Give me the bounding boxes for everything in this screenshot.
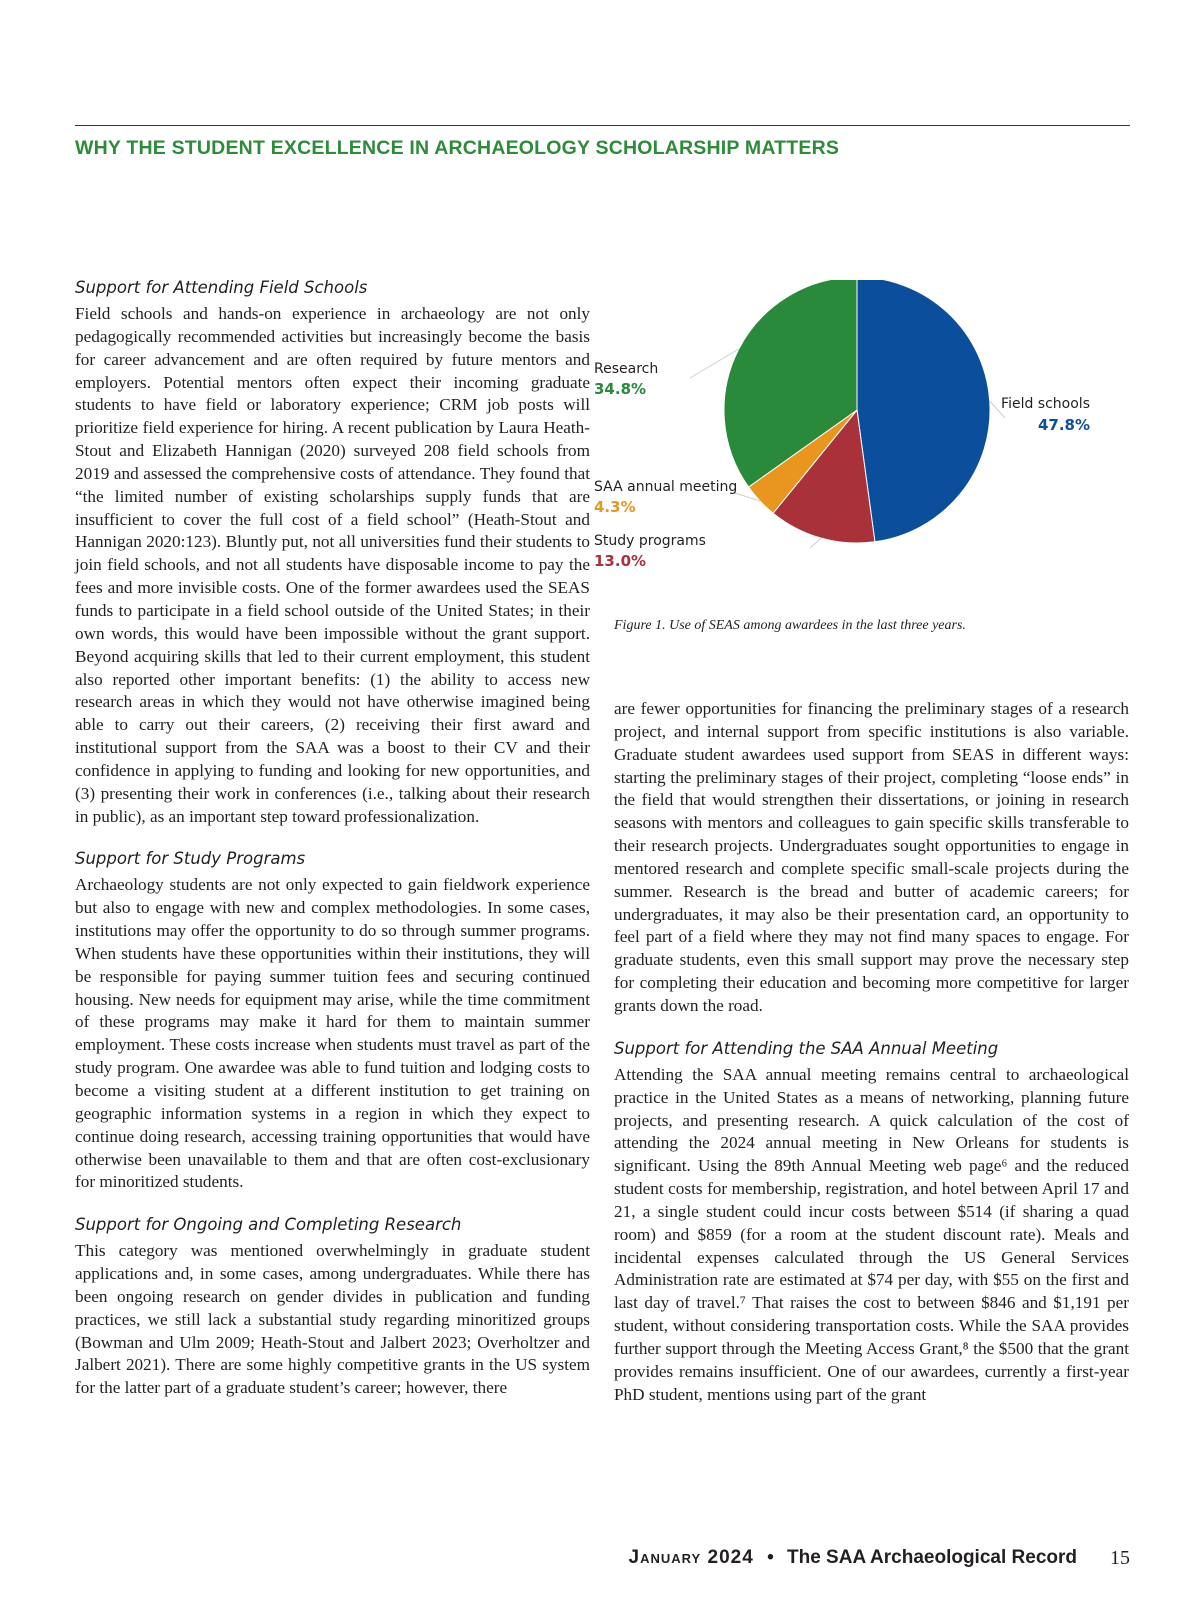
paragraph-study-programs: Archaeology students are not only expected to gain fieldwork experience but also to engage with new and complex methodologies. In some cases, institutions may offer the opportunity to do so through summer programs. When students have these opportunities within their institutions, they will be responsible for paying summer tuition fees and securing continued housing. New needs for equipment may arise, while the time commitment of these programs may make it hard for them to maintain summer employment. These costs increase when students must travel as part of the study program. One awardee was able to fund tuition and lodging costs to become a visiting student at a different institution to get training on geographic information systems in a region in which they expect to continue doing research, accessing training opportunities that would have otherwise been unavailable to them and that are often cost-exclusionary for minoritized students. <box>75 875 590 1192</box>
value-field-schools: 47.8% <box>1037 416 1090 434</box>
label-saa-annual-meeting: SAA annual meeting <box>594 479 738 495</box>
pie-chart <box>594 280 1140 580</box>
footer-publication: The SAA Archaeological Record <box>787 1547 1077 1568</box>
label-study-programs: Study programs <box>594 533 706 549</box>
page-footer <box>0 1547 1200 1577</box>
footer-bullet: • <box>767 1547 774 1568</box>
paragraph-field-schools: Field schools and hands-on experience in archaeology are not only pedagogically recommended activities but increasingly become the basis for career advancement and are often required by future mentors and employers. Potential mentors often expect their incoming graduate students to have field or laboratory experience; CRM job posts will prioritize field experience for hiring. A recent publication by Laura Heath-Stout and Elizabeth Hannigan (2020) surveyed 208 field schools from 2019 and assessed the comprehensive costs of attendance. They found that “the limited number of existing scholarships supply funds that are insufficient to cover the full cost of a field school” (Heath-Stout and Hannigan 2020:123). Bluntly put, not all universities fund their students to join field schools, and not all students have disposable income to pay the fees and more invisible costs. One of the former awardees used the SEAS funds to participate in a field school outside of the United States; in their own words, this would have been impossible without the grant support. Beyond acquiring skills that led to their current employment, this student also reported other important benefits: (1) the ability to access new research areas in which they would not have otherwise imagined being able to carry out their careers, (2) receiving their first award and institutional support from the SAA was a boost to their CV and their confidence in applying to funding and looking for new opportunities, and (3) presenting their work in conferences (i.e., talking about their research in public), as an important step toward professionalization. <box>75 304 590 826</box>
section-title: WHY THE STUDENT EXCELLENCE IN ARCHAEOLOGY SCHOLARSHIP MATTERS <box>75 137 840 159</box>
heading-study-programs: Support for Study Programs <box>75 849 306 869</box>
value-research: 34.8% <box>594 380 647 398</box>
heading-field-schools: Support for Attending Field Schools <box>75 278 368 297</box>
right-column <box>614 698 1129 1406</box>
paragraph-research: This category was mentioned overwhelmingly in graduate student applications and, in some cases, among undergraduates. While there has been ongoing research on gender divides in publication and funding practices, we still lack a substantial study regarding minoritized groups (Bowman and Ulm 2009; Heath-Stout and Jalbert 2023; Overholtzer and Jalbert 2021). There are some highly competitive grants in the US system for the latter part of a graduate student’s career; however, there <box>75 1241 590 1398</box>
paragraph-annual-meeting: Attending the SAA annual meeting remains central to archaeological practice in the United States as a means of networking, planning future projects, and presenting research. A quick calculation of the cost of attending the 2024 annual meeting in New Orleans for students is significant. Using the 89th Annual Meeting web page⁶ and the reduced student costs for membership, registration, and hotel between April 17 and 21, a single student could incur costs between $514 (if sharing a quad room) and $859 (for a room at the student discount rate). Meals and incidental expenses calculated through the US General Services Administration rate are estimated at $74 per day, with $55 on the first and last day of travel.⁷ That raises the cost to between $846 and $1,191 per student, without considering transportation costs. While the SAA provides further support through the Meeting Access Grant,⁸ the $500 that the grant provides remains insufficient. One of our awardees, currently a first-year PhD student, mentions using part of the grant <box>614 1064 1129 1404</box>
left-column <box>75 277 590 1400</box>
paragraph-research-continued: are fewer opportunities for financing the preliminary stages of a research project, and internal support from specific institutions is also variable. Graduate student awardees used support from SEAS in different ways: starting the preliminary stages of their project, completing “loose ends” in the field that would strengthen their dissertations, or joining in research seasons with mentors and colleagues to gain specific skills transferable to their research projects. Undergraduates sought opportunities to engage in mentored research and complete specific small-scale projects during the summer. Research is the bread and butter of academic careers; for undergraduates, it may also be their presentation card, an opportunity to feel part of a field where they may not find many spaces to engage. For graduate students, even this small support may prove the necessary step for completing their education and becoming more competitive for larger grants down the road. <box>614 699 1129 1015</box>
footer-journal <box>629 1547 1077 1569</box>
figure-caption: Figure 1. Use of SEAS among awardees in the last three years. <box>614 618 966 633</box>
footer-date: January 2024 <box>628 1547 754 1568</box>
leader-line-study-programs <box>810 538 821 548</box>
page-number: 15 <box>1110 1547 1130 1569</box>
header-rule <box>75 125 1130 126</box>
label-research: Research <box>594 361 659 377</box>
label-field-schools: Field schools <box>1001 396 1090 412</box>
heading-research: Support for Ongoing and Completing Research <box>75 1215 462 1235</box>
pie-slice-field-schools <box>857 280 990 542</box>
value-study-programs: 13.0% <box>594 552 647 570</box>
value-saa-annual-meeting: 4.3% <box>594 498 636 516</box>
heading-annual-meeting: Support for Attending the SAA Annual Meeting <box>614 1038 999 1058</box>
